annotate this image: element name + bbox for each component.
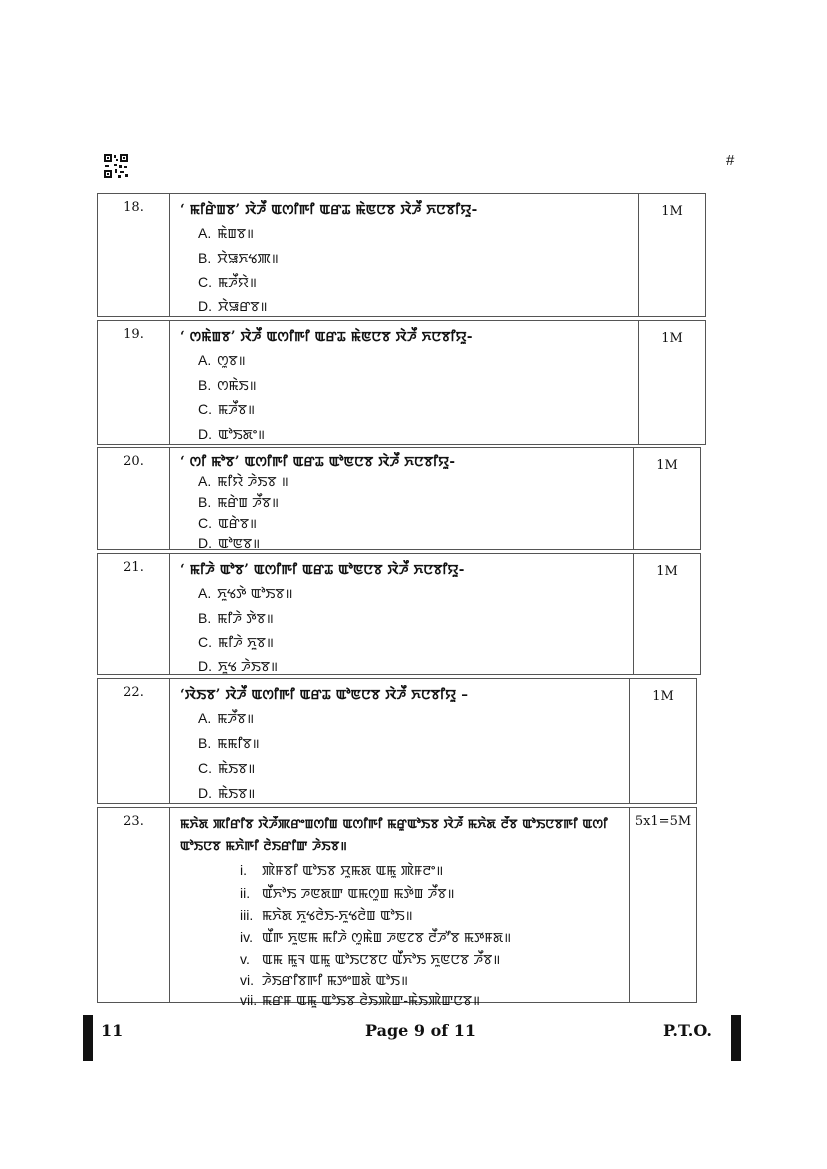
question-text-line-1: ꯃꯈꯥꯗ ꯄꯤꯔꯤꯕ ꯋꯥꯍꯩꯄꯔꯦꯡꯁꯤꯡ ꯑꯁꯤꯒꯤ ꯃꯔꯨꯑꯣꯏꯕ ꯋꯥꯍꯩ ꯃꯈꯥꯗ ꯂꯩꯕ ꯑꯣꯏꯅꯕꯒꯤ ꯑꯁꯤ: [180, 816, 608, 831]
question-marks: 1M: [633, 554, 700, 674]
question-text: ‘ ꯃꯤꯍꯥ ꯑꯣꯕ’ ꯑꯁꯤꯒꯤ ꯑꯔꯊ ꯑꯣꯟꯅꯕ ꯋꯥꯍꯩ ꯈꯅꯕꯤꯌꯨ-: [180, 562, 465, 578]
footer-page-number: Page 9 of 11: [365, 1021, 476, 1040]
question-body: [180, 451, 628, 552]
question-body: [180, 557, 628, 675]
option-b: B. ꯁꯃꯥꯏ॥: [198, 377, 257, 394]
hash-mark: #: [726, 152, 735, 169]
question-22: [97, 678, 697, 804]
question-19: [97, 320, 706, 445]
item-v: v. ꯑꯃ ꯃꯨꯜ ꯑꯃꯨ ꯑꯣꯏꯅꯕꯅ ꯑꯩꯈꯣꯏ ꯈꯨꯟꯅꯕ ꯍꯩꯕ॥: [240, 951, 501, 968]
option-d: D. ꯃꯥꯏꯕ॥: [198, 785, 256, 802]
option-b: B. ꯃꯃꯤꯕ॥: [198, 735, 260, 752]
question-marks: 1M: [633, 448, 700, 549]
option-c: C. ꯃꯍꯩꯌꯥ॥: [198, 274, 257, 291]
option-a: A. ꯃꯥꯡꯕ॥: [198, 225, 255, 242]
question-body: [180, 324, 633, 443]
question-marks: 1M: [638, 194, 705, 316]
option-d: D. ꯑꯣꯏꯗꯦ॥: [198, 426, 266, 443]
question-number: 20.: [98, 448, 170, 549]
qr-code-icon: [103, 153, 129, 179]
item-vii: vii. ꯃꯔꯝ ꯑꯃꯨ ꯑꯣꯏꯕ ꯂꯥꯏꯄꯥꯛ-ꯃꯥꯏꯄꯥꯛꯅꯕ॥: [240, 992, 481, 1009]
question-20: [97, 447, 701, 550]
option-b: B. ꯆꯥꯎꯈꯠꯄ॥: [198, 250, 279, 267]
option-d: D. ꯑꯣꯟꯕ॥: [198, 535, 261, 552]
footer-pto: P.T.O.: [663, 1021, 712, 1040]
question-23: [97, 807, 697, 1009]
question-number: 22.: [98, 679, 170, 803]
question-text-line-2: ꯑꯣꯏꯅꯕ ꯃꯈꯥꯒꯤ ꯂꯥꯏꯔꯤꯛ ꯍꯥꯏꯕ॥: [180, 838, 348, 853]
question-marks: 1M: [629, 679, 696, 803]
item-vi: vi. ꯍꯥꯏꯔꯤꯕꯒꯤ ꯃꯇꯦꯡꯗꯥ ꯑꯣꯏ॥: [240, 972, 409, 989]
item-iii: iii. ꯃꯈꯥꯗ ꯈꯨꯠꯂꯥꯏ-ꯈꯨꯠꯂꯥꯡ ꯑꯣꯏ॥: [240, 907, 413, 924]
option-a: A. ꯃꯤꯌꯥ ꯍꯥꯏꯕ ॥: [198, 473, 289, 490]
option-d: D. ꯆꯥꯎꯔꯕ॥: [198, 298, 268, 315]
question-21: [97, 553, 701, 675]
option-a: A. ꯈꯨꯠꯇꯥ ꯑꯣꯏꯕ॥: [198, 585, 293, 602]
item-iv: iv. ꯑꯩꯒ ꯈꯨꯟꯃ ꯃꯤꯍꯥ ꯁꯨꯃꯥꯡ ꯍꯟꯖꯕ ꯂꯩꯍꯧꯕ ꯃꯇꯝꯗ॥: [240, 929, 512, 946]
question-body: [180, 682, 624, 802]
option-b: B. ꯃꯤꯍꯥ ꯇꯥꯕ॥: [198, 610, 274, 627]
question-body: [180, 197, 633, 315]
question-number: 18.: [98, 194, 170, 316]
item-i: i. ꯄꯥꯝꯕꯤ ꯑꯣꯏꯕ ꯆꯨꯃꯗ ꯑꯃꯨ ꯄꯥꯝꯂꯦ॥: [240, 862, 444, 879]
item-ii: ii. ꯑꯩꯈꯣꯏ ꯍꯟꯗꯛ ꯑꯃꯁꯨꯡ ꯃꯇꯥꯡ ꯍꯩꯕ॥: [240, 885, 455, 902]
question-marks: 1M: [638, 321, 705, 444]
footer-bar-left: [83, 1015, 93, 1061]
footer-left-text: 11: [101, 1021, 124, 1040]
question-text: ‘ ꯁꯃꯥꯡꯕ’ ꯋꯥꯍꯩ ꯑꯁꯤꯒꯤ ꯑꯔꯊ ꯃꯥꯟꯅꯕ ꯋꯥꯍꯩ ꯈꯅꯕꯤꯌꯨ-: [180, 329, 473, 345]
question-number: 19.: [98, 321, 170, 444]
question-18: [97, 193, 706, 317]
option-c: C. ꯃꯥꯏꯕ॥: [198, 760, 256, 777]
question-number: 23.: [98, 808, 170, 1002]
question-text: ‘ ꯁꯤ ꯃꯣꯕ’ ꯑꯁꯤꯒꯤ ꯑꯔꯊ ꯑꯣꯟꯅꯕ ꯋꯥꯍꯩ ꯈꯅꯕꯤꯌꯨ-: [180, 454, 456, 470]
option-a: A. ꯃꯍꯩꯕ॥: [198, 710, 255, 727]
question-text: ‘ ꯃꯤꯔꯥꯡꯕ’ ꯋꯥꯍꯩ ꯑꯁꯤꯒꯤ ꯑꯔꯊ ꯃꯥꯟꯅꯕ ꯋꯥꯍꯩ ꯈꯅꯕꯤꯌꯨ-: [180, 202, 478, 218]
question-body: [180, 811, 629, 1009]
question-marks: 5x1=5M: [629, 808, 696, 1002]
option-c: C. ꯃꯍꯩꯕ॥: [198, 401, 256, 418]
option-a: A. ꯁꯨꯕ॥: [198, 352, 246, 369]
footer-bar-right: [731, 1015, 741, 1061]
question-number: 21.: [98, 554, 170, 674]
page-footer: [0, 1015, 827, 1061]
option-c: C. ꯃꯤꯍꯥ ꯈꯨꯕ॥: [198, 634, 274, 651]
option-d: D. ꯈꯨꯠ ꯍꯥꯏꯕ॥: [198, 658, 279, 675]
question-text: ‘ꯋꯥꯏꯕ’ ꯋꯥꯍꯩ ꯑꯁꯤꯒꯤ ꯑꯔꯊ ꯑꯣꯟꯅꯕ ꯋꯥꯍꯩ ꯈꯅꯕꯤꯌꯨ –: [180, 687, 469, 703]
option-b: B. ꯃꯔꯥꯡ ꯍꯩꯕ॥: [198, 494, 280, 511]
option-c: C. ꯑꯔꯥꯕ॥: [198, 515, 258, 532]
